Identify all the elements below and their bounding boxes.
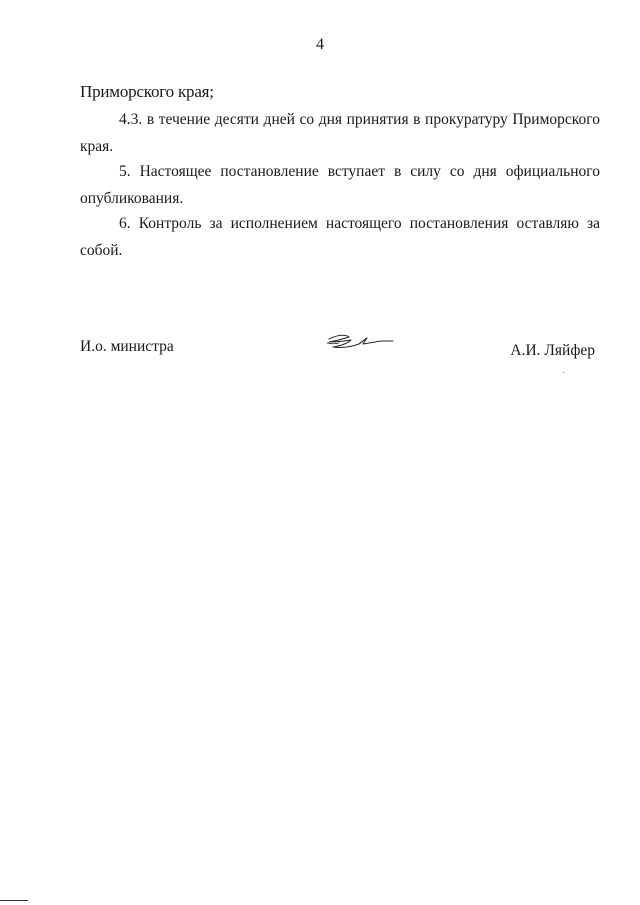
scan-edge-mark [0,900,28,901]
paragraph-4-3-line-2: края. [80,138,114,155]
signatory-name: А.И. Ляйфер [510,342,595,359]
handwritten-signature [323,330,395,356]
signature-block [80,334,595,364]
page-number: 4 [316,36,324,53]
paragraph-5 [80,158,600,212]
scan-speck [563,372,564,373]
paragraph-5-line-2: опубликования. [80,190,184,207]
paragraph-6 [80,210,600,264]
signatory-title: И.о. министра [80,338,174,355]
paragraph-6-line-1: 6. Контроль за исполнением настоящего постановления оставляю за [119,215,600,232]
paragraph-continuation: Приморского края; [80,82,214,101]
paragraph-6-line-2: собой. [80,242,123,259]
paragraph-5-line-1: 5. Настоящее постановление вступает в силу со дня официального [119,163,600,180]
paragraph-4-3-line-1: 4.3. в течение десяти дней со дня принятия в прокуратуру Приморского [119,111,600,128]
paragraph-4-3 [80,106,600,160]
